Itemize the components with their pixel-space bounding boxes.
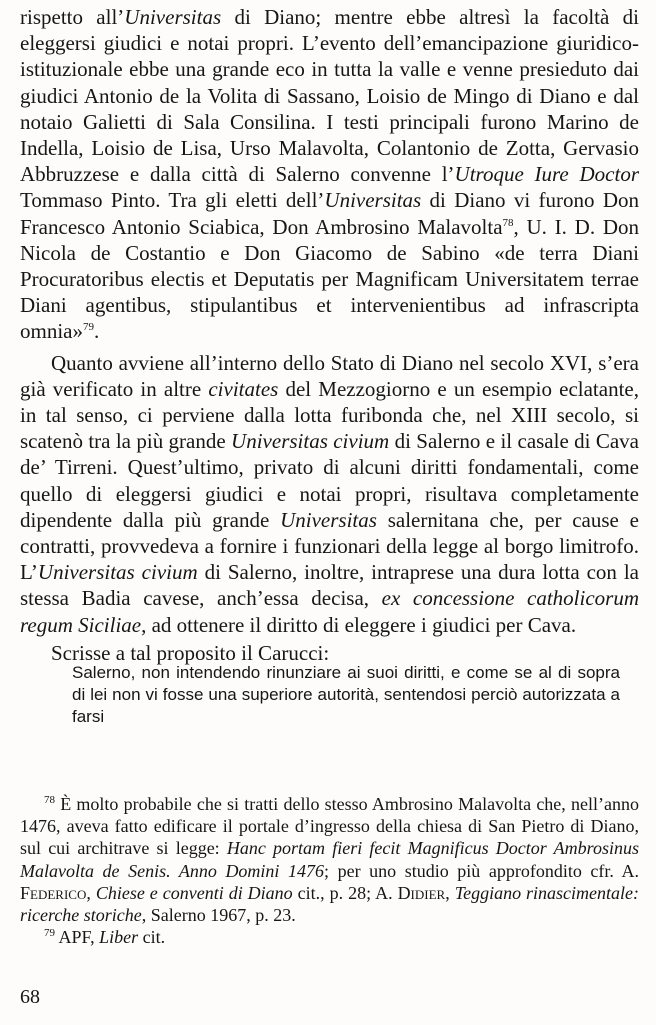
footnote-ref-78[interactable]: 78 <box>502 216 514 229</box>
block-quote: Salerno, non intendendo rinunziare ai suoi diritti, e come se al di sopra di lei non vi fosse una superiore autorità, sentendosi perciò autorizzata a farsi <box>72 663 620 726</box>
footnote-79: $^{79}$ APF, Liber cit. <box>44 927 166 948</box>
footnotes <box>20 793 639 948</box>
footnote-number-78: 78 <box>44 794 55 806</box>
page-number: 68 <box>20 986 40 1008</box>
paragraph-1: rispetto all’Universitas di Diano; mentre ebbe altresì la facoltà di eleggersi giudici e notai propri. L’evento dell’emancipazione giuridico-istituzionale ebbe una grande eco in tutta la valle e venne presieduto dai giudici Antonio de la Volita di Sassano, Loisio de Mingo di Diano e dal notaio Galietti di Sala Consilina. I testi principali furono Marino de Indella, Loisio de Lisa, Urso Malavolta, Colantonio de Zotta, Gervasio Abbruzzese e dalla città di Salerno convenne l’Utroque Iure Doctor Tommaso Pinto. Tra gli eletti dell’Universitas di Diano vi furono Don Francesco Antonio Sciabica, Don Ambrosino Malavolta$^{78}$, U. I. D. Don Nicola de Costantio e Don Giacomo de Sabino «de terra Diani Procuratoribus electis et Deputatis per Magnificam Universitatem terrae Diani agentibus, stipulantibus et intervenientibus ad infrascripta omnia»$^{79}$. <box>20 5 639 344</box>
paragraph-3: Scrisse a tal proposito il Carucci: <box>51 640 330 665</box>
paragraph-2: Quanto avviene all’interno dello Stato di Diano nel secolo XVI, s’era già verificato in altre civitates del Mezzogiorno e un esempio eclatante, in tal senso, ci perviene dalla lotta furibonda che, nel XIII secolo, si scatenò tra la più grande Universitas civium di Salerno e il casale di Cava de’ Tirreni. Quest’ultimo, privato di alcuni diritti fondamentali, come quello di eleggersi giudici e notai propri, risultava completamente dipendente dalla più grande Universitas salernitana che, per cause e contratti, provvedeva a fornire i funzionari della legge al borgo limitrofo. L’Universitas civium di Salerno, inoltre, intraprese una dura lotta con la stessa Badia cavese, anch’essa decisa, ex concessione catholicorum regum Siciliae, ad ottenere il diritto di eleggere i giudici per Cava. <box>20 350 639 637</box>
footnote-78: $^{78}$ È molto probabile che si tratti dello stesso Ambrosino Malavolta che, nell’anno 1476, aveva fatto edificare il portale d’ingresso della chiesa di San Pietro di Diano, sul cui architrave si legge: Hanc portam fieri fecit Magnificus Doctor Ambrosinus Malavolta de Senis. Anno Domini 1476; per uno studio più approfondito cfr. A. Federico, Chiese e conventi di Diano cit., p. 28; A. Didier, Teggiano rinascimentale: ricerche storiche, Salerno 1967, p. 23. <box>20 794 640 926</box>
footnote-ref-79[interactable]: 79 <box>83 321 94 334</box>
main-text <box>20 4 639 666</box>
footnote-number-79: 79 <box>44 927 55 940</box>
